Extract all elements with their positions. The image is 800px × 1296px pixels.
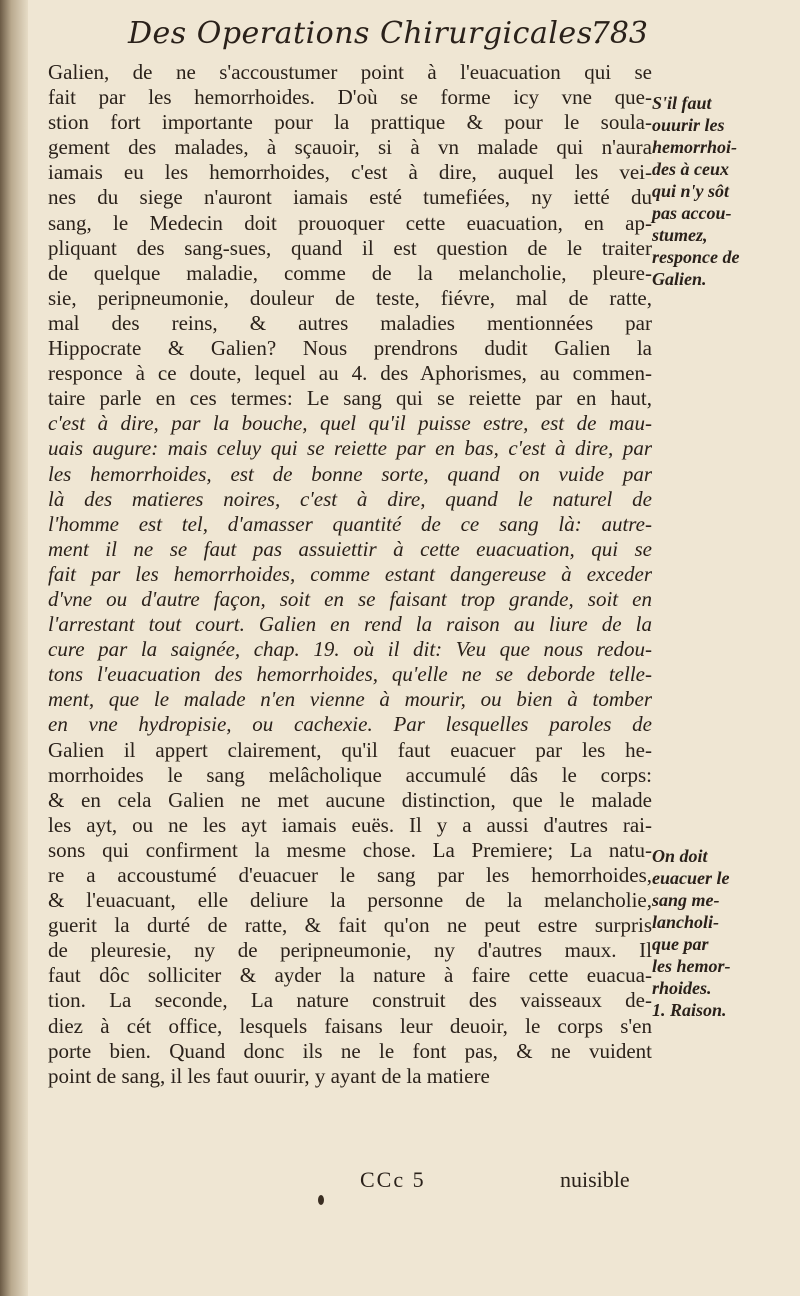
- margin-note-line: S'il faut: [652, 93, 712, 113]
- text-line: pliquant des sang-sues, quand il est question de le traiter: [48, 235, 652, 260]
- margin-note-line: stumez,: [652, 225, 708, 245]
- text-line: gement des malades, à sçauoir, si à vn malade qui n'aura: [48, 135, 652, 160]
- text-line: mal des reins, & autres maladies mentionnées par: [48, 310, 652, 335]
- text-line: tion. La seconde, La nature construit des vaisseaux de-: [48, 988, 652, 1013]
- text-line: uais augure: mais celuy qui se reiette par en bas, c'est à dire, par: [48, 436, 652, 461]
- margin-note-line: ouurir les: [652, 115, 725, 135]
- margin-note-line: rhoides.: [652, 978, 712, 998]
- text-line: fait par les hemorrhoides, comme estant dangereuse à exceder: [48, 561, 652, 586]
- text-line: tons l'euacuation des hemorrhoides, qu'elle ne se deborde telle-: [48, 662, 652, 687]
- margin-note-line: des à ceux: [652, 159, 729, 179]
- margin-note-line: 1. Raison.: [652, 1000, 727, 1020]
- catchword: nuisible: [560, 1167, 630, 1192]
- text-line: re a accoustumé d'euacuer le sang par les hemorrhoides,: [48, 863, 652, 887]
- margin-note-line: pas accou-: [652, 203, 732, 223]
- text-line: diez à cét office, lesquels faisans leur deuoir, le corps s'en: [48, 1013, 652, 1038]
- text-line: ment, que le malade n'en vienne à mourir, ou bien à tomber: [48, 687, 652, 712]
- text-line: faut dôc solliciter & ayder la nature à faire cette euacua-: [48, 963, 652, 988]
- text-line: Hippocrate & Galien? Nous prendrons dudit Galien la: [48, 336, 652, 361]
- text-line: Galien il appert clairement, qu'il faut euacuer par les he-: [48, 737, 652, 762]
- ink-speck: [318, 1195, 324, 1205]
- text-line: sons qui confirment la mesme chose. La Premiere; La natu-: [48, 837, 652, 862]
- margin-note-line: hemorrhoi-: [652, 137, 738, 157]
- text-line: & l'euacuant, elle deliure la personne de la melancholie,: [48, 888, 652, 913]
- text-line: d'vne ou d'autre façon, soit en se faisant trop grande, soit en: [48, 586, 652, 611]
- text-line: cure par la saignée, chap. 19. où il dit: Veu que nous redou-: [48, 637, 652, 662]
- text-line: en vne hydropisie, ou cachexie. Par lesquelles paroles de: [48, 712, 652, 737]
- text-line: l'homme est tel, d'amasser quantité de ce sang là: autre-: [48, 511, 652, 536]
- text-line: c'est à dire, par la bouche, quel qu'il puisse estre, est de mau-: [48, 411, 652, 436]
- margin-note-line: On doit: [652, 846, 708, 866]
- text-line: de pleuresie, ny de peripneumonie, ny d'autres maux. Il: [48, 938, 652, 963]
- text-line: sang, le Medecin doit prouoquer cette euacuation, en ap-: [48, 210, 652, 235]
- page-number: 783: [590, 16, 648, 51]
- text-line: morrhoides le sang melâcholique accumulé dâs le corps:: [48, 762, 652, 787]
- text-line: & en cela Galien ne met aucune distinction, que le malade: [48, 787, 652, 812]
- page-binding-shadow: [0, 0, 28, 1296]
- text-line: Galien, de ne s'accoustumer point à l'euacuation qui se: [48, 60, 652, 84]
- text-line: point de sang, il les faut ouurir, y ayant de la matiere: [48, 1063, 490, 1088]
- margin-note-line: Galien.: [652, 269, 707, 289]
- text-line: de quelque maladie, comme de la melancholie, pleure-: [48, 260, 652, 285]
- margin-note-line: lancholi-: [652, 912, 720, 932]
- margin-note-line: responce de: [652, 247, 740, 267]
- text-line: là des matieres noires, c'est à dire, quand le naturel de: [48, 486, 652, 511]
- margin-note-line: que par: [652, 934, 709, 954]
- text-line: l'arrestant tout court. Galien en rend la raison au liure de la: [48, 612, 652, 637]
- text-line: les hemorrhoides, est de bonne sorte, quand on vuide par: [48, 461, 652, 486]
- text-line: responce à ce doute, lequel au 4. des Aphorismes, au commen-: [48, 361, 652, 386]
- margin-note-line: euacuer le: [652, 868, 730, 888]
- text-line: sie, peripneumonie, douleur de teste, fiévre, mal de ratte,: [48, 285, 652, 310]
- running-title: Des Operations Chirurgicales.: [128, 16, 603, 51]
- printer-signature-mark: CCc 5: [360, 1167, 426, 1192]
- text-line: guerit la durté de ratte, & fait qu'on ne peut estre surpris: [48, 913, 652, 938]
- main-text-block: [48, 60, 652, 1089]
- page-header: [128, 14, 648, 58]
- margin-note-line: les hemor-: [652, 956, 731, 976]
- margin-note-line: sang me-: [652, 890, 720, 910]
- text-line: iamais eu les hemorrhoides, c'est à dire, auquel les vei-: [48, 160, 652, 185]
- text-line: nes du siege n'auront iamais esté tumefiées, ny ietté du: [48, 185, 652, 210]
- text-line: taire parle en ces termes: Le sang qui se reiette par en haut,: [48, 386, 652, 411]
- margin-note-bleeding-hemorrhoids: [652, 92, 782, 290]
- text-line: porte bien. Quand donc ils ne le font pas, & ne vuident: [48, 1038, 652, 1063]
- margin-note-line: qui n'y sôt: [652, 181, 730, 201]
- text-line: ment il ne se faut pas assuiettir à cette euacuation, qui se: [48, 536, 652, 561]
- text-line: les ayt, ou ne les ayt iamais euës. Il y a aussi d'autres rai-: [48, 812, 652, 837]
- text-line: stion fort importante pour la prattique & pour le soula-: [48, 110, 652, 135]
- margin-note-evacuate-melancholic-blood: [652, 845, 782, 1021]
- text-line: fait par les hemorrhoides. D'où se forme icy vne que-: [48, 85, 652, 110]
